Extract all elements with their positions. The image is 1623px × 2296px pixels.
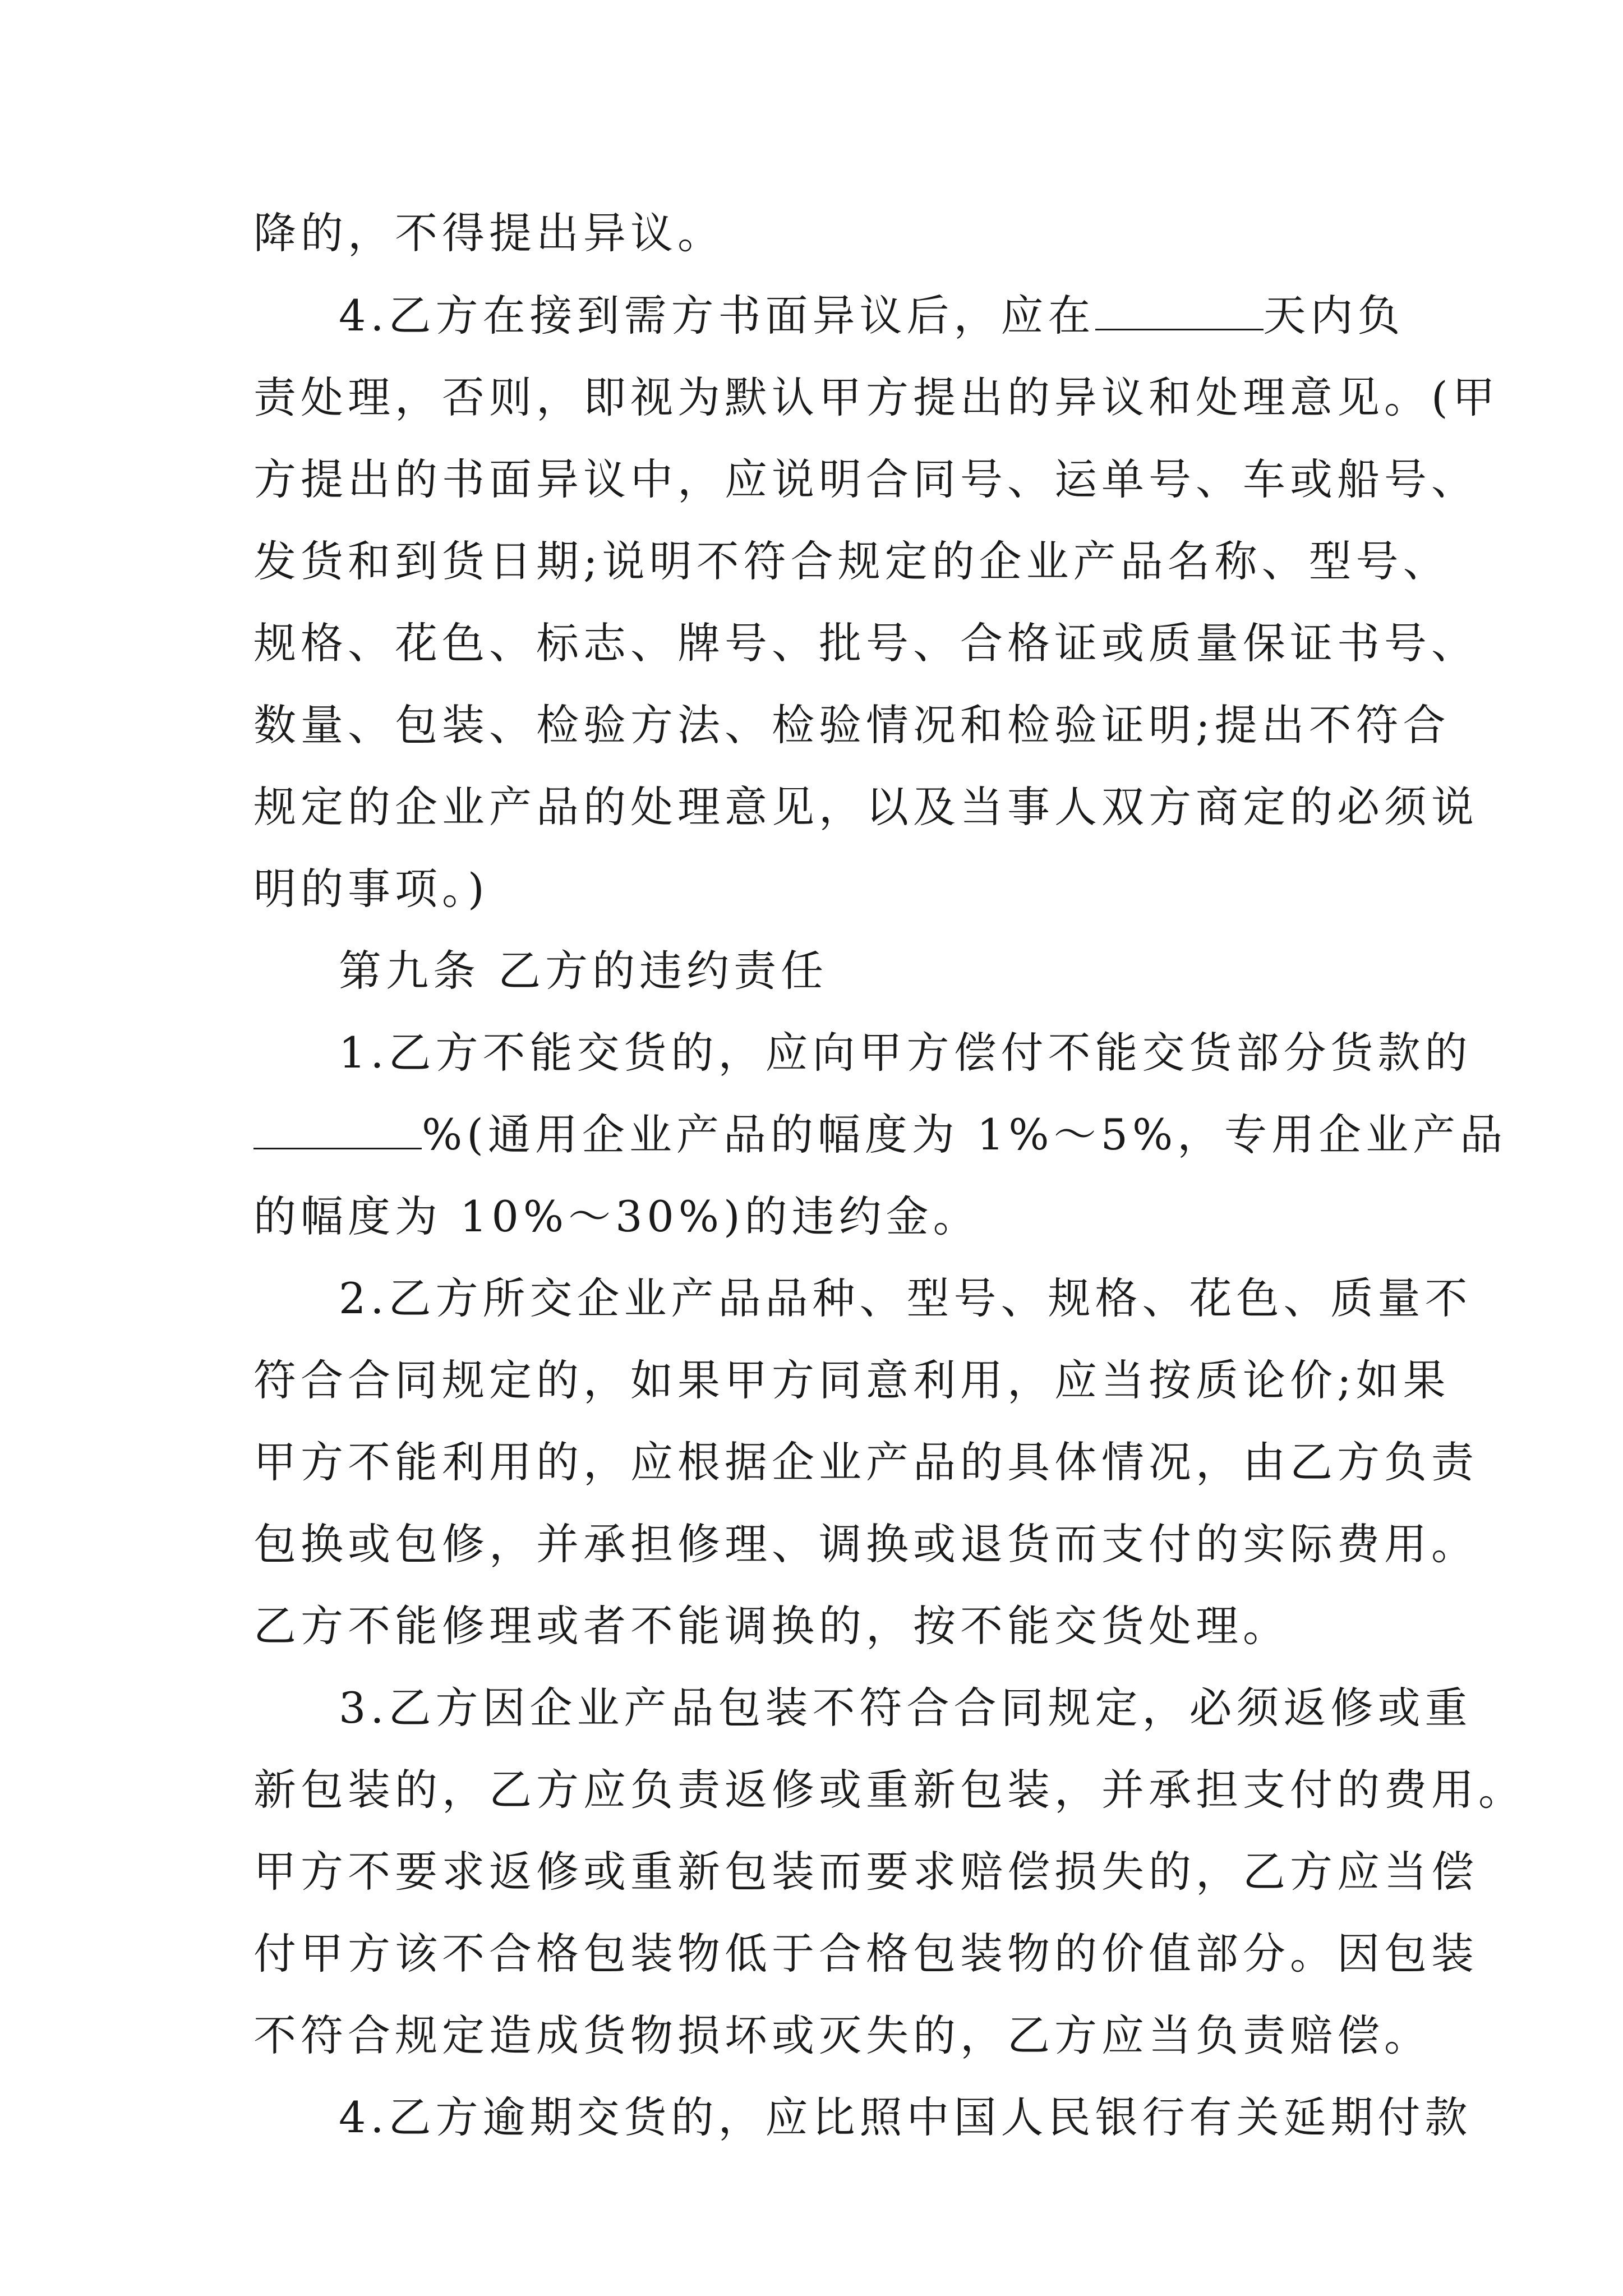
text-segment: 甲方不能利用的，应根据企业产品的具体情况，由乙方负责 xyxy=(253,1437,1478,1487)
section-heading xyxy=(339,946,1381,996)
text-segment: 的幅度为 10%～30%)的违约金。 xyxy=(253,1191,980,1241)
text-line xyxy=(253,1110,1507,1159)
text-line xyxy=(253,2010,1431,2060)
fill-in-blank-days[interactable] xyxy=(1095,295,1264,330)
text-segment: 新包装的，乙方应负责返修或重新包装，并承担支付的费用。 xyxy=(253,1765,1525,1815)
text-segment: 4.乙方在接到需方书面异议后，应在 xyxy=(339,291,1095,341)
text-segment: 甲方不要求返修或重新包装而要求赔偿损失的，乙方应当偿 xyxy=(253,1847,1478,1897)
text-line xyxy=(339,291,1405,341)
text-segment: 数量、包装、检验方法、检验情况和检验证明;提出不符合 xyxy=(253,700,1450,750)
text-segment: 责处理，否则，即视为默认甲方提出的异议和处理意见。(甲 xyxy=(253,372,1500,422)
text-segment: 符合合同规定的，如果甲方同意利用，应当按质论价;如果 xyxy=(253,1355,1450,1405)
text-segment: 方提出的书面异议中，应说明合同号、运单号、车或船号、 xyxy=(253,454,1478,504)
text-line xyxy=(253,1355,1450,1405)
text-line xyxy=(339,1028,1472,1078)
text-line xyxy=(253,1519,1478,1569)
text-segment: 降的，不得提出异议。 xyxy=(253,208,725,258)
fill-in-blank-percent[interactable] xyxy=(253,1114,422,1149)
text-line xyxy=(253,782,1478,832)
section-heading-text: 第九条 乙方的违约责任 xyxy=(339,946,828,996)
text-segment: %(通用企业产品的幅度为 1%～5%，专用企业产品 xyxy=(422,1110,1507,1159)
text-segment: 1.乙方不能交货的，应向甲方偿付不能交货部分货款的 xyxy=(339,1028,1472,1078)
text-line xyxy=(253,208,1381,258)
text-segment: 乙方不能修理或者不能调换的，按不能交货处理。 xyxy=(253,1601,1290,1651)
text-line xyxy=(253,372,1500,422)
text-line xyxy=(253,618,1478,668)
text-segment: 明的事项。) xyxy=(253,864,489,914)
text-line xyxy=(253,1191,1381,1241)
text-line xyxy=(253,864,1381,914)
text-segment: 天内负 xyxy=(1263,291,1405,341)
text-segment: 付甲方该不合格包装物低于合格包装物的价值部分。因包装 xyxy=(253,1929,1478,1978)
text-segment: 4.乙方逾期交货的，应比照中国人民银行有关延期付款 xyxy=(339,2092,1472,2142)
text-segment: 2.乙方所交企业产品品种、型号、规格、花色、质量不 xyxy=(339,1273,1472,1323)
text-line xyxy=(253,1847,1478,1897)
text-line xyxy=(253,1601,1381,1651)
text-line xyxy=(253,1437,1478,1487)
text-line xyxy=(339,1273,1472,1323)
text-line xyxy=(253,700,1450,750)
text-line xyxy=(253,1765,1525,1815)
text-line xyxy=(253,536,1450,586)
text-line xyxy=(253,454,1478,504)
text-segment: 不符合规定造成货物损坏或灭失的，乙方应当负责赔偿。 xyxy=(253,2010,1431,2060)
text-line xyxy=(339,1683,1472,1733)
text-segment: 规定的企业产品的处理意见，以及当事人双方商定的必须说 xyxy=(253,782,1478,832)
text-segment: 3.乙方因企业产品包装不符合合同规定，必须返修或重 xyxy=(339,1683,1472,1733)
text-line xyxy=(339,2092,1472,2142)
text-segment: 发货和到货日期;说明不符合规定的企业产品名称、型号、 xyxy=(253,536,1450,586)
text-line xyxy=(253,1929,1478,1978)
text-segment: 规格、花色、标志、牌号、批号、合格证或质量保证书号、 xyxy=(253,618,1478,668)
text-segment: 包换或包修，并承担修理、调换或退货而支付的实际费用。 xyxy=(253,1519,1478,1569)
